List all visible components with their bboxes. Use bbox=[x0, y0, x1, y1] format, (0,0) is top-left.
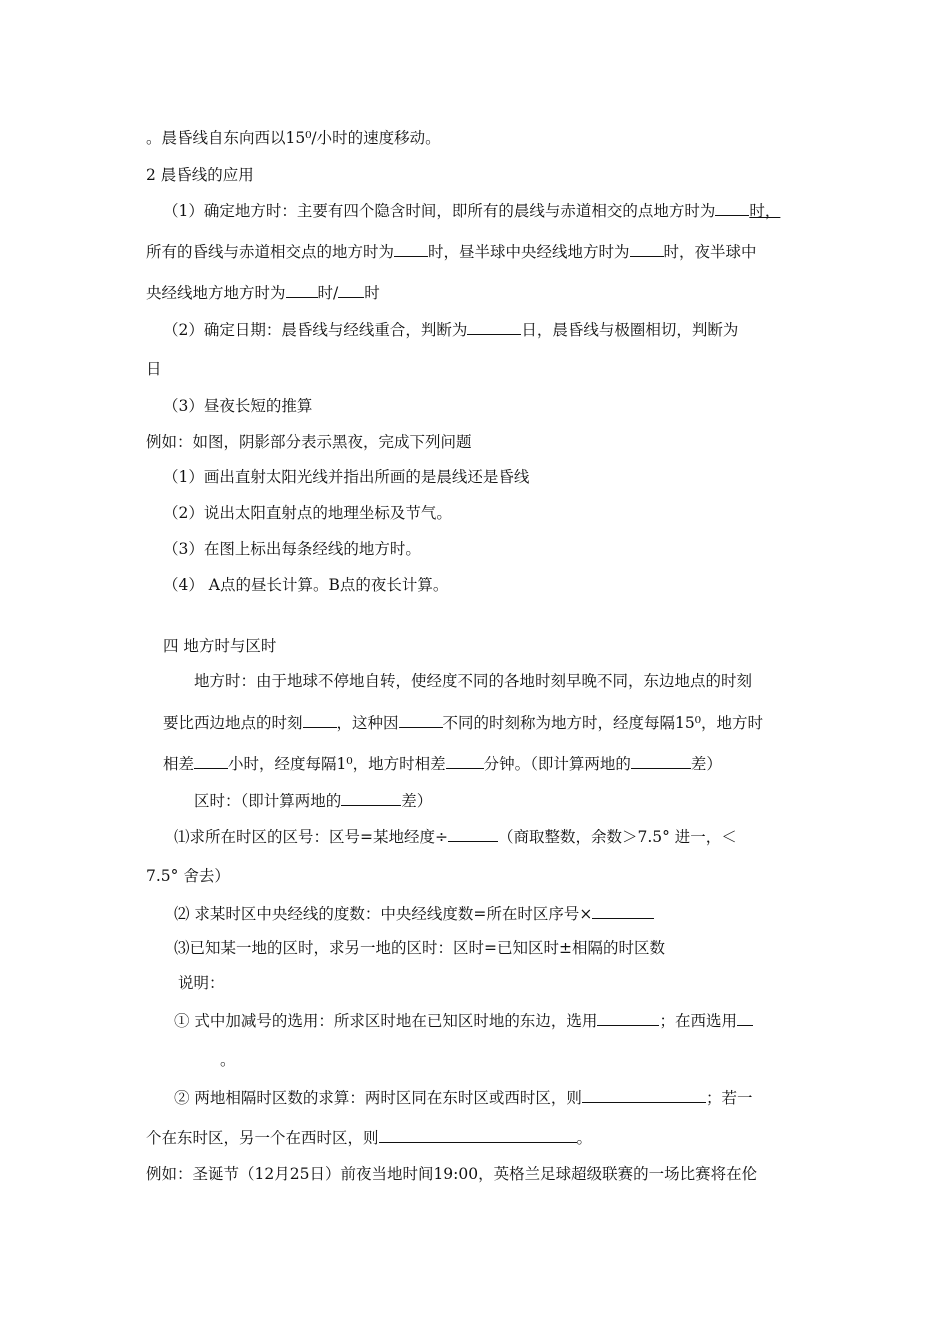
line-text: 区时：（即计算两地的 bbox=[194, 792, 342, 810]
text-line bbox=[163, 503, 452, 523]
line-text: （2）说出太阳直射点的地理坐标及节气。 bbox=[163, 504, 452, 522]
fill-blank[interactable] bbox=[341, 790, 401, 806]
text-line bbox=[174, 938, 665, 958]
section-heading bbox=[146, 165, 254, 185]
fill-blank[interactable] bbox=[446, 753, 484, 769]
fill-blank[interactable] bbox=[467, 319, 521, 335]
line-text: （1）画出直射太阳光线并指出所画的是晨线还是昏线 bbox=[163, 468, 530, 486]
fill-blank[interactable] bbox=[582, 1087, 706, 1103]
line-text: （商取整数，余数＞7.5° 进一，＜ bbox=[497, 828, 737, 846]
fill-blank[interactable] bbox=[715, 200, 749, 216]
line-text: 要比西边地点的时刻 bbox=[163, 714, 303, 732]
text-line bbox=[146, 359, 162, 379]
line-text: ；若一 bbox=[705, 1089, 753, 1107]
text-line bbox=[163, 575, 448, 595]
text-line bbox=[146, 282, 380, 303]
text-line bbox=[146, 432, 472, 452]
line-text: 例如：如图，阴影部分表示黑夜，完成下列问题 bbox=[146, 433, 472, 451]
fill-blank[interactable] bbox=[448, 826, 498, 842]
line-text: ；在西选用 bbox=[659, 1012, 737, 1030]
line-text: 时， bbox=[749, 202, 781, 220]
line-text: 。 bbox=[576, 1129, 593, 1147]
fill-blank[interactable] bbox=[630, 241, 664, 257]
fill-blank[interactable] bbox=[394, 241, 428, 257]
text-line bbox=[194, 671, 752, 691]
text-line bbox=[163, 712, 763, 733]
line-text: （3）在图上标出每条经线的地方时。 bbox=[163, 540, 421, 558]
text-line bbox=[163, 200, 780, 221]
text-line bbox=[146, 1127, 592, 1148]
line-text: 分钟。（即计算两地的 bbox=[483, 755, 631, 773]
text-line bbox=[174, 1087, 752, 1108]
line-text: ⑴求所在时区的区号：区号=某地经度÷ bbox=[174, 828, 448, 846]
fill-blank[interactable] bbox=[194, 753, 228, 769]
line-text: ① 式中加减号的选用：所求区时地在已知区时地的东边，选用 bbox=[174, 1012, 598, 1030]
line-text: ⑵ 求某时区中央经线的度数：中央经线度数=所在时区序号× bbox=[174, 905, 593, 923]
line-text: 时/ bbox=[317, 284, 339, 302]
line-text: （4） A点的昼长计算。B点的夜长计算。 bbox=[163, 576, 449, 594]
fill-blank[interactable] bbox=[631, 753, 691, 769]
text-line bbox=[163, 319, 738, 340]
line-text: 四 地方时与区时 bbox=[163, 637, 277, 655]
line-text: 例如：圣诞节（12月25日）前夜当地时间19:00，英格兰足球超级联赛的一场比赛将在伦 bbox=[146, 1165, 758, 1183]
line-text: 差） bbox=[690, 755, 722, 773]
line-text: ② 两地相隔时区数的求算：两时区同在东时区或西时区，则 bbox=[174, 1089, 582, 1107]
text-line bbox=[146, 128, 441, 148]
line-text: 相差 bbox=[163, 755, 195, 773]
text-line bbox=[194, 790, 432, 811]
text-line bbox=[163, 539, 421, 559]
fill-blank[interactable] bbox=[379, 1127, 577, 1143]
line-text: 2 晨昏线的应用 bbox=[146, 166, 254, 184]
fill-blank[interactable] bbox=[338, 282, 364, 298]
fill-blank[interactable] bbox=[399, 712, 443, 728]
text-line bbox=[163, 396, 312, 416]
text-line bbox=[146, 241, 757, 262]
line-text: （2）确定日期：晨昏线与经线重合，判断为 bbox=[163, 321, 468, 339]
line-text: 。 bbox=[220, 1051, 236, 1069]
text-line bbox=[163, 467, 529, 487]
line-text: 日，晨昏线与极圈相切，判断为 bbox=[521, 321, 739, 339]
fill-blank[interactable] bbox=[737, 1010, 753, 1026]
line-text: 不同的时刻称为地方时，经度每隔15⁰，地方时 bbox=[442, 714, 763, 732]
line-text: 个在东时区，另一个在西时区，则 bbox=[146, 1129, 379, 1147]
line-text: 地方时：由于地球不停地自转，使经度不同的各地时刻早晚不同，东边地点的时刻 bbox=[194, 672, 753, 690]
text-line bbox=[174, 826, 737, 847]
text-line bbox=[220, 1050, 236, 1070]
line-text: 。晨昏线自东向西以15⁰/小时的速度移动。 bbox=[146, 129, 441, 147]
line-text: （1）确定地方时：主要有四个隐含时间，即所有的晨线与赤道相交的点地方时为 bbox=[163, 202, 716, 220]
line-text: 差） bbox=[401, 792, 433, 810]
text-line bbox=[174, 903, 654, 924]
line-text: 时，夜半球中 bbox=[663, 243, 757, 261]
line-text: （3）昼夜长短的推算 bbox=[163, 397, 313, 415]
text-line bbox=[178, 973, 225, 993]
fill-blank[interactable] bbox=[303, 712, 337, 728]
line-text: ⑶已知某一地的区时，求另一地的区时：区时=已知区时±相隔的时区数 bbox=[174, 939, 665, 957]
section-heading bbox=[163, 636, 276, 656]
text-line bbox=[146, 866, 230, 886]
text-line bbox=[146, 1164, 757, 1184]
line-text: 日 bbox=[146, 360, 162, 378]
line-text: 时，昼半球中央经线地方时为 bbox=[428, 243, 630, 261]
fill-blank[interactable] bbox=[597, 1010, 659, 1026]
text-line bbox=[174, 1010, 753, 1031]
fill-blank[interactable] bbox=[286, 282, 318, 298]
line-text: ，这种因 bbox=[336, 714, 399, 732]
line-text: 小时，经度每隔1⁰，地方时相差 bbox=[228, 755, 446, 773]
line-text: 央经线地方地方时为 bbox=[146, 284, 286, 302]
line-text: 说明： bbox=[178, 974, 225, 992]
line-text: 时 bbox=[364, 284, 380, 302]
fill-blank[interactable] bbox=[592, 903, 654, 919]
text-line bbox=[163, 753, 722, 774]
line-text: 7.5° 舍去） bbox=[146, 867, 230, 885]
line-text: 所有的昏线与赤道相交点的地方时为 bbox=[146, 243, 395, 261]
